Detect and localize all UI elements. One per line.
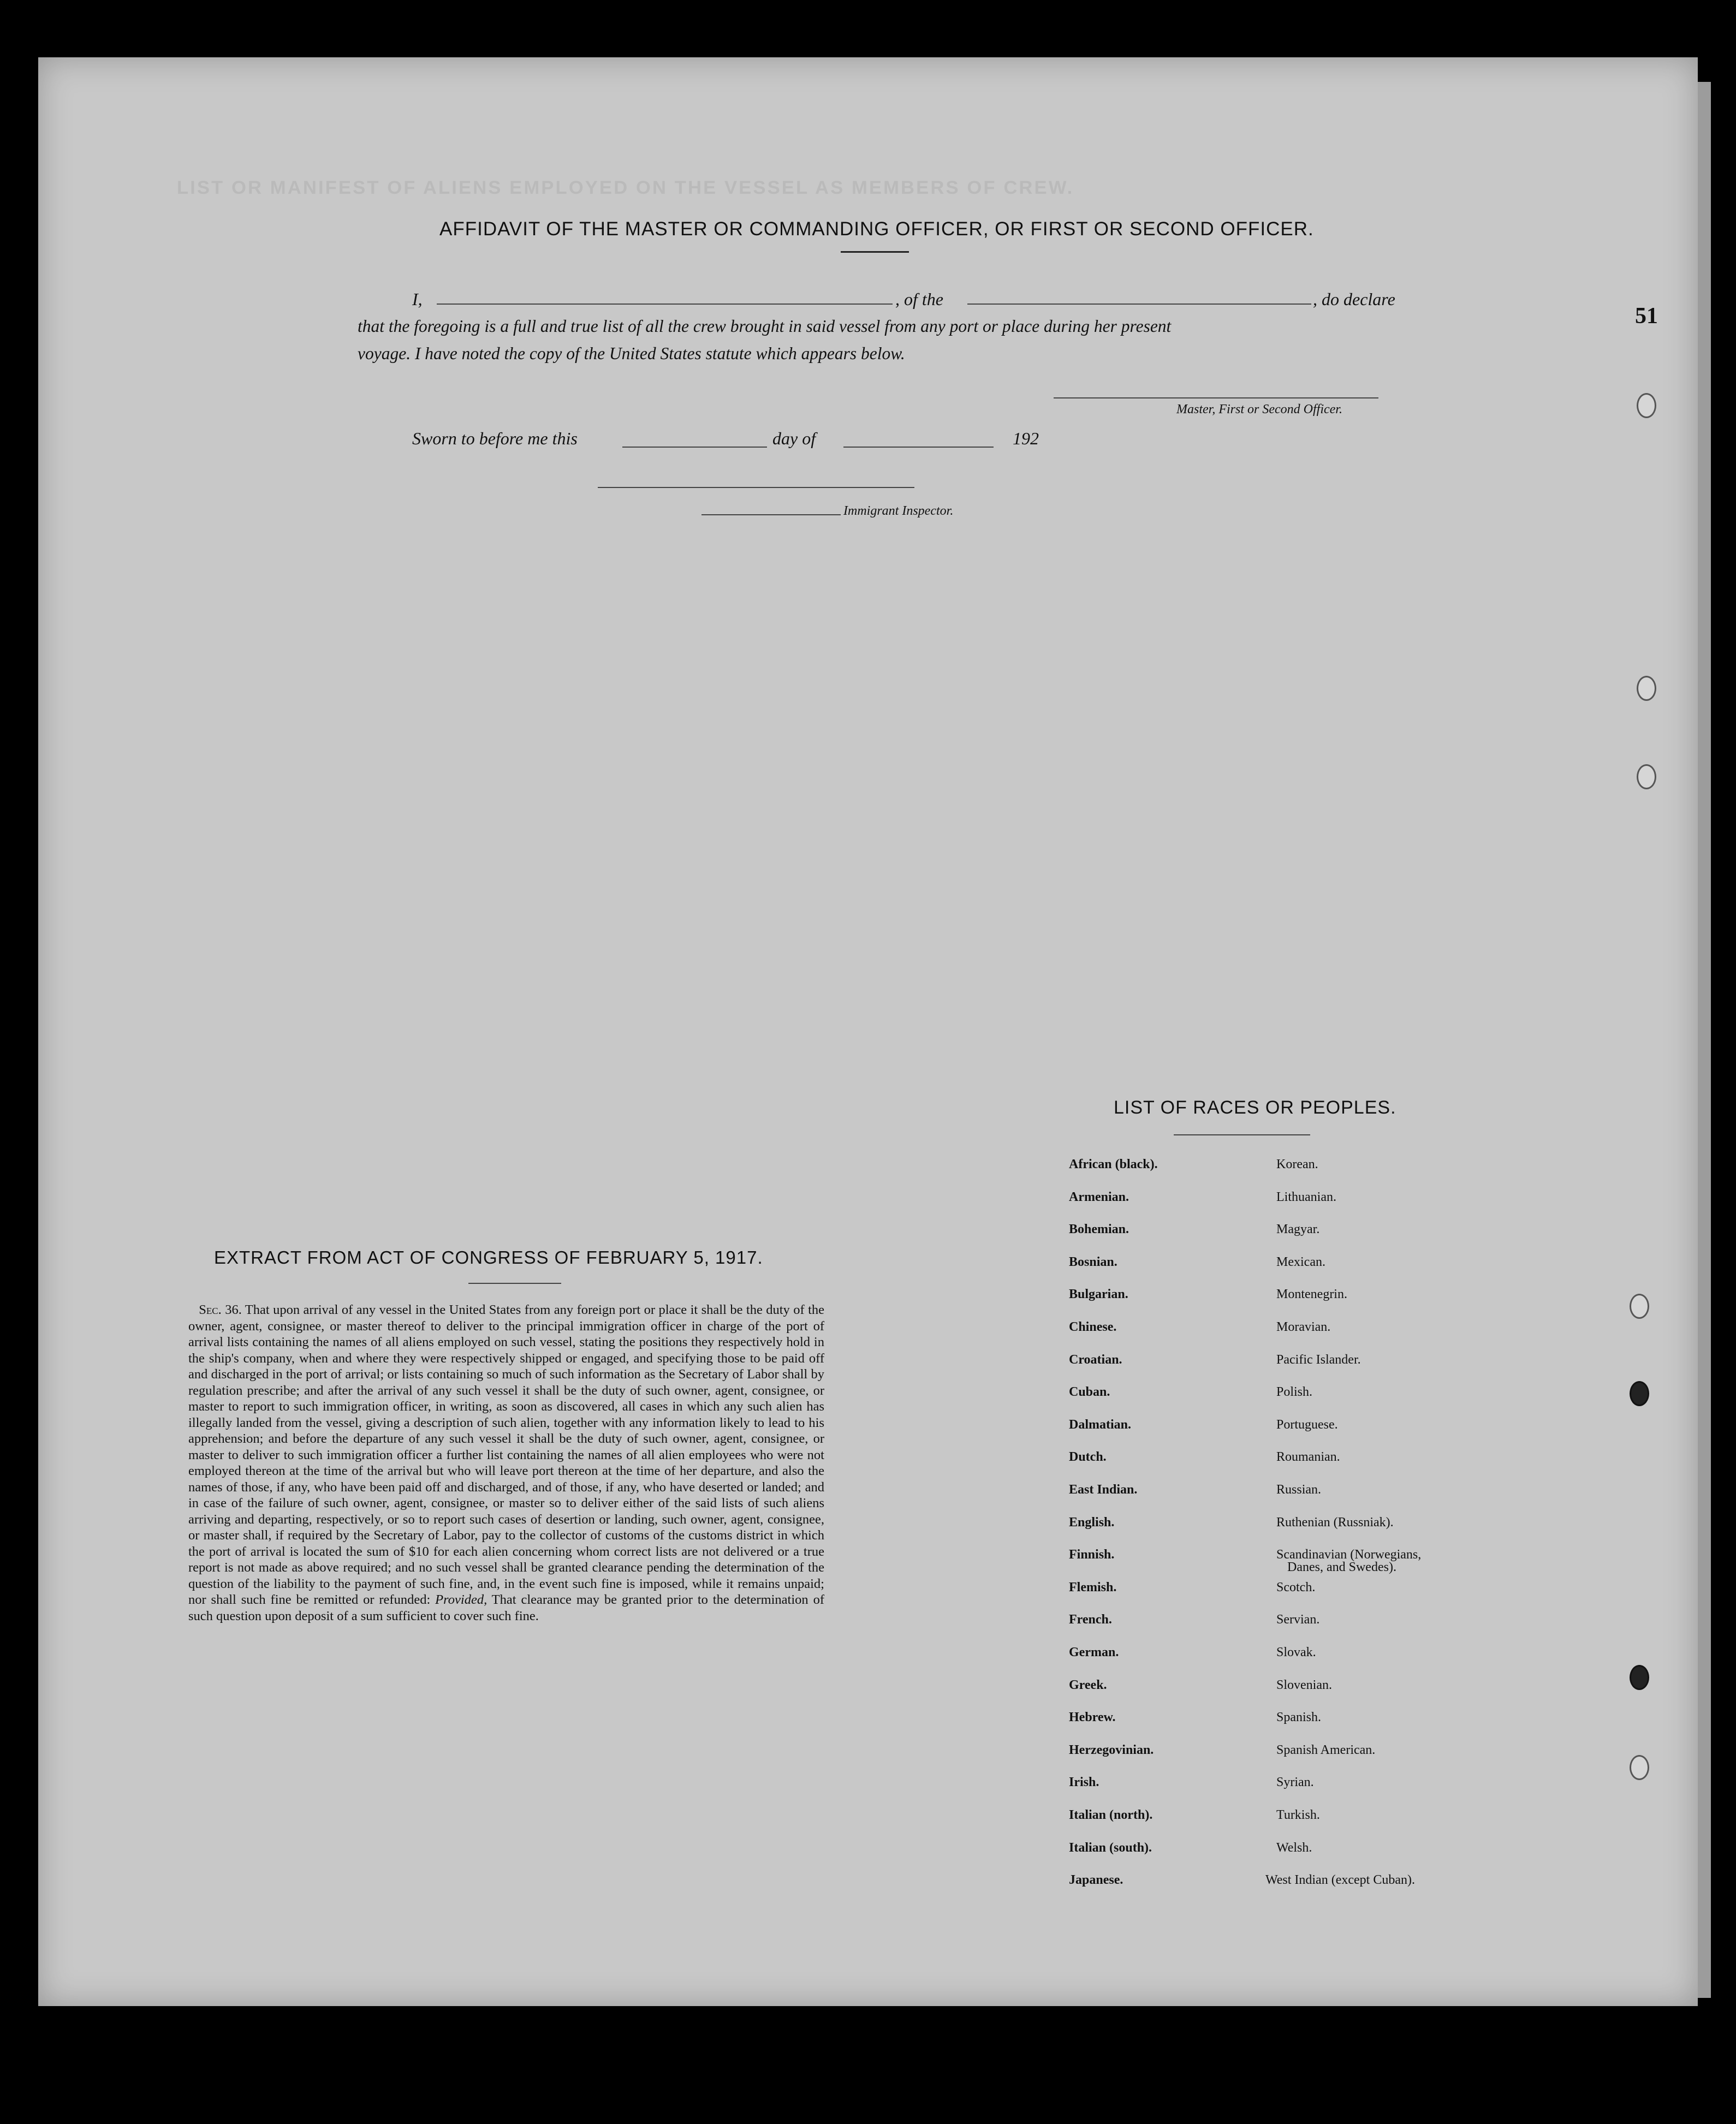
extract-body (188, 1302, 824, 1624)
race-item: Bohemian. (1069, 1222, 1129, 1237)
race-item: Slovenian. (1276, 1677, 1332, 1692)
race-item: Montenegrin. (1276, 1287, 1347, 1302)
race-item: Flemish. (1069, 1580, 1117, 1595)
race-item: Italian (north). (1069, 1808, 1153, 1822)
section-text: 36. That upon arrival of any vessel in the United States from any foreign port or place it shall be the duty of the owner, agent, consignee, or master thereof to deliver to the principal immigration officer in charge of the port of arrival lists containing the names of all aliens employed on such vessel, stating the positions they respectively hold in the ship's company, when and where they were respectively shipped or engaged, and specifying those to be paid off and discharged in the port of arrival; or lists containing so much of such information as the Secretary of Labor shall by regulation prescribe; and after the arrival of any such vessel it shall be the duty of such owner, agent, consignee, or master to report to such immigration officer, in writing, as soon as discovered, all cases in which any such alien has illegally landed from the vessel, giving a description of such alien, together with any information likely to lead to his apprehension; and before the departure of any such vessel it shall be the duty of such owner, agent, consignee, or master to deliver to such immigration officer a further list containing the names of all alien employees who were not employed thereon at the time of the arrival but who will leave port thereon at the time of her departure, and also the names of those, if any, who have been paid off and discharged, and of those, if any, who have deserted or landed; and in case of the failure of such owner, agent, consignee, or master so to deliver either of the said lists of such aliens arriving and departing, respectively, or so to report such cases of desertion or landing, such owner, agent, consignee, or master shall, if required by the Secretary of Labor, pay to the collector of customs of the customs district in which the port of arrival is located the sum of $10 for each alien concerning whom correct lists are not delivered or a true report is not made as above required; and no such vessel shall be granted clearance pending the determination of the question of the liability to the payment of such fine, and, in the event such fine is imposed, while it remains unpaid; nor shall such fine be remitted or refunded: (188, 1302, 824, 1607)
section-label: Sec. (199, 1302, 222, 1317)
race-scandinavian-continued: Danes, and Swedes). (1287, 1560, 1396, 1574)
officer-signature-field[interactable] (1054, 397, 1378, 398)
race-item: Welsh. (1276, 1840, 1312, 1855)
sworn-year-label: 192 (1013, 429, 1039, 448)
inspector-line (701, 514, 841, 515)
race-item: Scotch. (1276, 1580, 1316, 1595)
page-edge (1698, 82, 1711, 1998)
races-title: LIST OF RACES OR PEOPLES. (1114, 1097, 1396, 1118)
race-item: Chinese. (1069, 1320, 1117, 1334)
race-item: French. (1069, 1613, 1112, 1627)
race-item: Turkish. (1276, 1808, 1320, 1822)
sworn-day-field[interactable] (622, 447, 767, 448)
race-item: Armenian. (1069, 1189, 1129, 1204)
day-of-label: day of (772, 429, 816, 448)
race-item: Dutch. (1069, 1450, 1107, 1465)
race-item: Pacific Islander. (1276, 1352, 1361, 1367)
race-item: Roumanian. (1276, 1450, 1340, 1465)
race-item: Japanese. (1069, 1873, 1123, 1888)
binder-hole (1630, 1294, 1649, 1319)
affidavit-title: AFFIDAVIT OF THE MASTER OR COMMANDING OFFICER, OR FIRST OR SECOND OFFICER. (439, 218, 1314, 240)
race-item: African (black). (1069, 1157, 1158, 1171)
race-item: Moravian. (1276, 1320, 1331, 1334)
binder-hole (1637, 764, 1656, 789)
race-item: Irish. (1069, 1775, 1099, 1790)
race-item: Portuguese. (1276, 1417, 1338, 1432)
race-item: Bulgarian. (1069, 1287, 1128, 1302)
binder-hole (1630, 1665, 1649, 1690)
sworn-label: Sworn to before me this (412, 429, 578, 448)
race-item: Mexican. (1276, 1254, 1325, 1269)
race-item: Italian (south). (1069, 1840, 1152, 1855)
race-item: Finnish. (1069, 1548, 1115, 1562)
race-item: Spanish. (1276, 1710, 1322, 1725)
race-item: Dalmatian. (1069, 1417, 1131, 1432)
race-item: Polish. (1276, 1385, 1313, 1400)
extract-title-underline (468, 1283, 561, 1284)
declare-label: , do declare (1313, 289, 1395, 309)
race-item: Scandinavian (Norwegians, (1276, 1548, 1422, 1562)
race-item: Syrian. (1276, 1775, 1314, 1790)
race-item: English. (1069, 1515, 1115, 1530)
title-underline (841, 251, 909, 253)
bleed-through-header: LIST OR MANIFEST OF ALIENS EMPLOYED ON THE VESSEL AS MEMBERS OF CREW. (176, 177, 1074, 198)
race-item: German. (1069, 1645, 1119, 1659)
race-item: Russian. (1276, 1483, 1322, 1497)
binder-hole (1637, 393, 1656, 418)
affidavit-body-line2: voyage. I have noted the copy of the United States statute which appears below. (358, 344, 905, 363)
race-item: West Indian (except Cuban). (1265, 1873, 1415, 1888)
binder-hole (1630, 1755, 1649, 1780)
declarant-label: I, (412, 289, 423, 309)
race-item: Slovak. (1276, 1645, 1316, 1659)
vessel-label: , of the (895, 289, 943, 309)
declarant-name-field[interactable] (437, 304, 893, 305)
race-item: Ruthenian (Russniak). (1276, 1515, 1394, 1530)
provided-text: That clearance may be granted prior to the determination of such question upon deposit of a sum sufficient to cover such fine. (188, 1592, 824, 1623)
page-number: 51 (1635, 304, 1658, 329)
extract-title: EXTRACT FROM ACT OF CONGRESS OF FEBRUARY 5, 1917. (214, 1247, 763, 1268)
officer-signature-caption: Master, First or Second Officer. (1176, 402, 1342, 417)
inspector-caption: Immigrant Inspector. (843, 504, 954, 518)
race-item: Hebrew. (1069, 1710, 1116, 1725)
race-item: Greek. (1069, 1677, 1107, 1692)
race-item: Bosnian. (1069, 1254, 1117, 1269)
inspector-signature-field[interactable] (598, 487, 914, 488)
race-item: Magyar. (1276, 1222, 1320, 1237)
race-item: East Indian. (1069, 1483, 1138, 1497)
binder-hole (1637, 676, 1656, 701)
race-item: Herzegovinian. (1069, 1742, 1154, 1757)
vessel-name-field[interactable] (967, 304, 1311, 305)
binder-hole (1630, 1381, 1649, 1406)
races-title-underline (1174, 1134, 1310, 1135)
race-item: Servian. (1276, 1613, 1320, 1627)
race-item: Spanish American. (1276, 1742, 1376, 1757)
race-item: Korean. (1276, 1157, 1318, 1171)
race-item: Lithuanian. (1276, 1189, 1336, 1204)
affidavit-body-line1: that the foregoing is a full and true list of all the crew brought in said vessel from any port or place during her present (358, 317, 1172, 336)
sworn-month-field[interactable] (843, 447, 994, 448)
race-item: Cuban. (1069, 1385, 1110, 1400)
race-item: Croatian. (1069, 1352, 1122, 1367)
provided-label: Provided, (435, 1592, 487, 1607)
